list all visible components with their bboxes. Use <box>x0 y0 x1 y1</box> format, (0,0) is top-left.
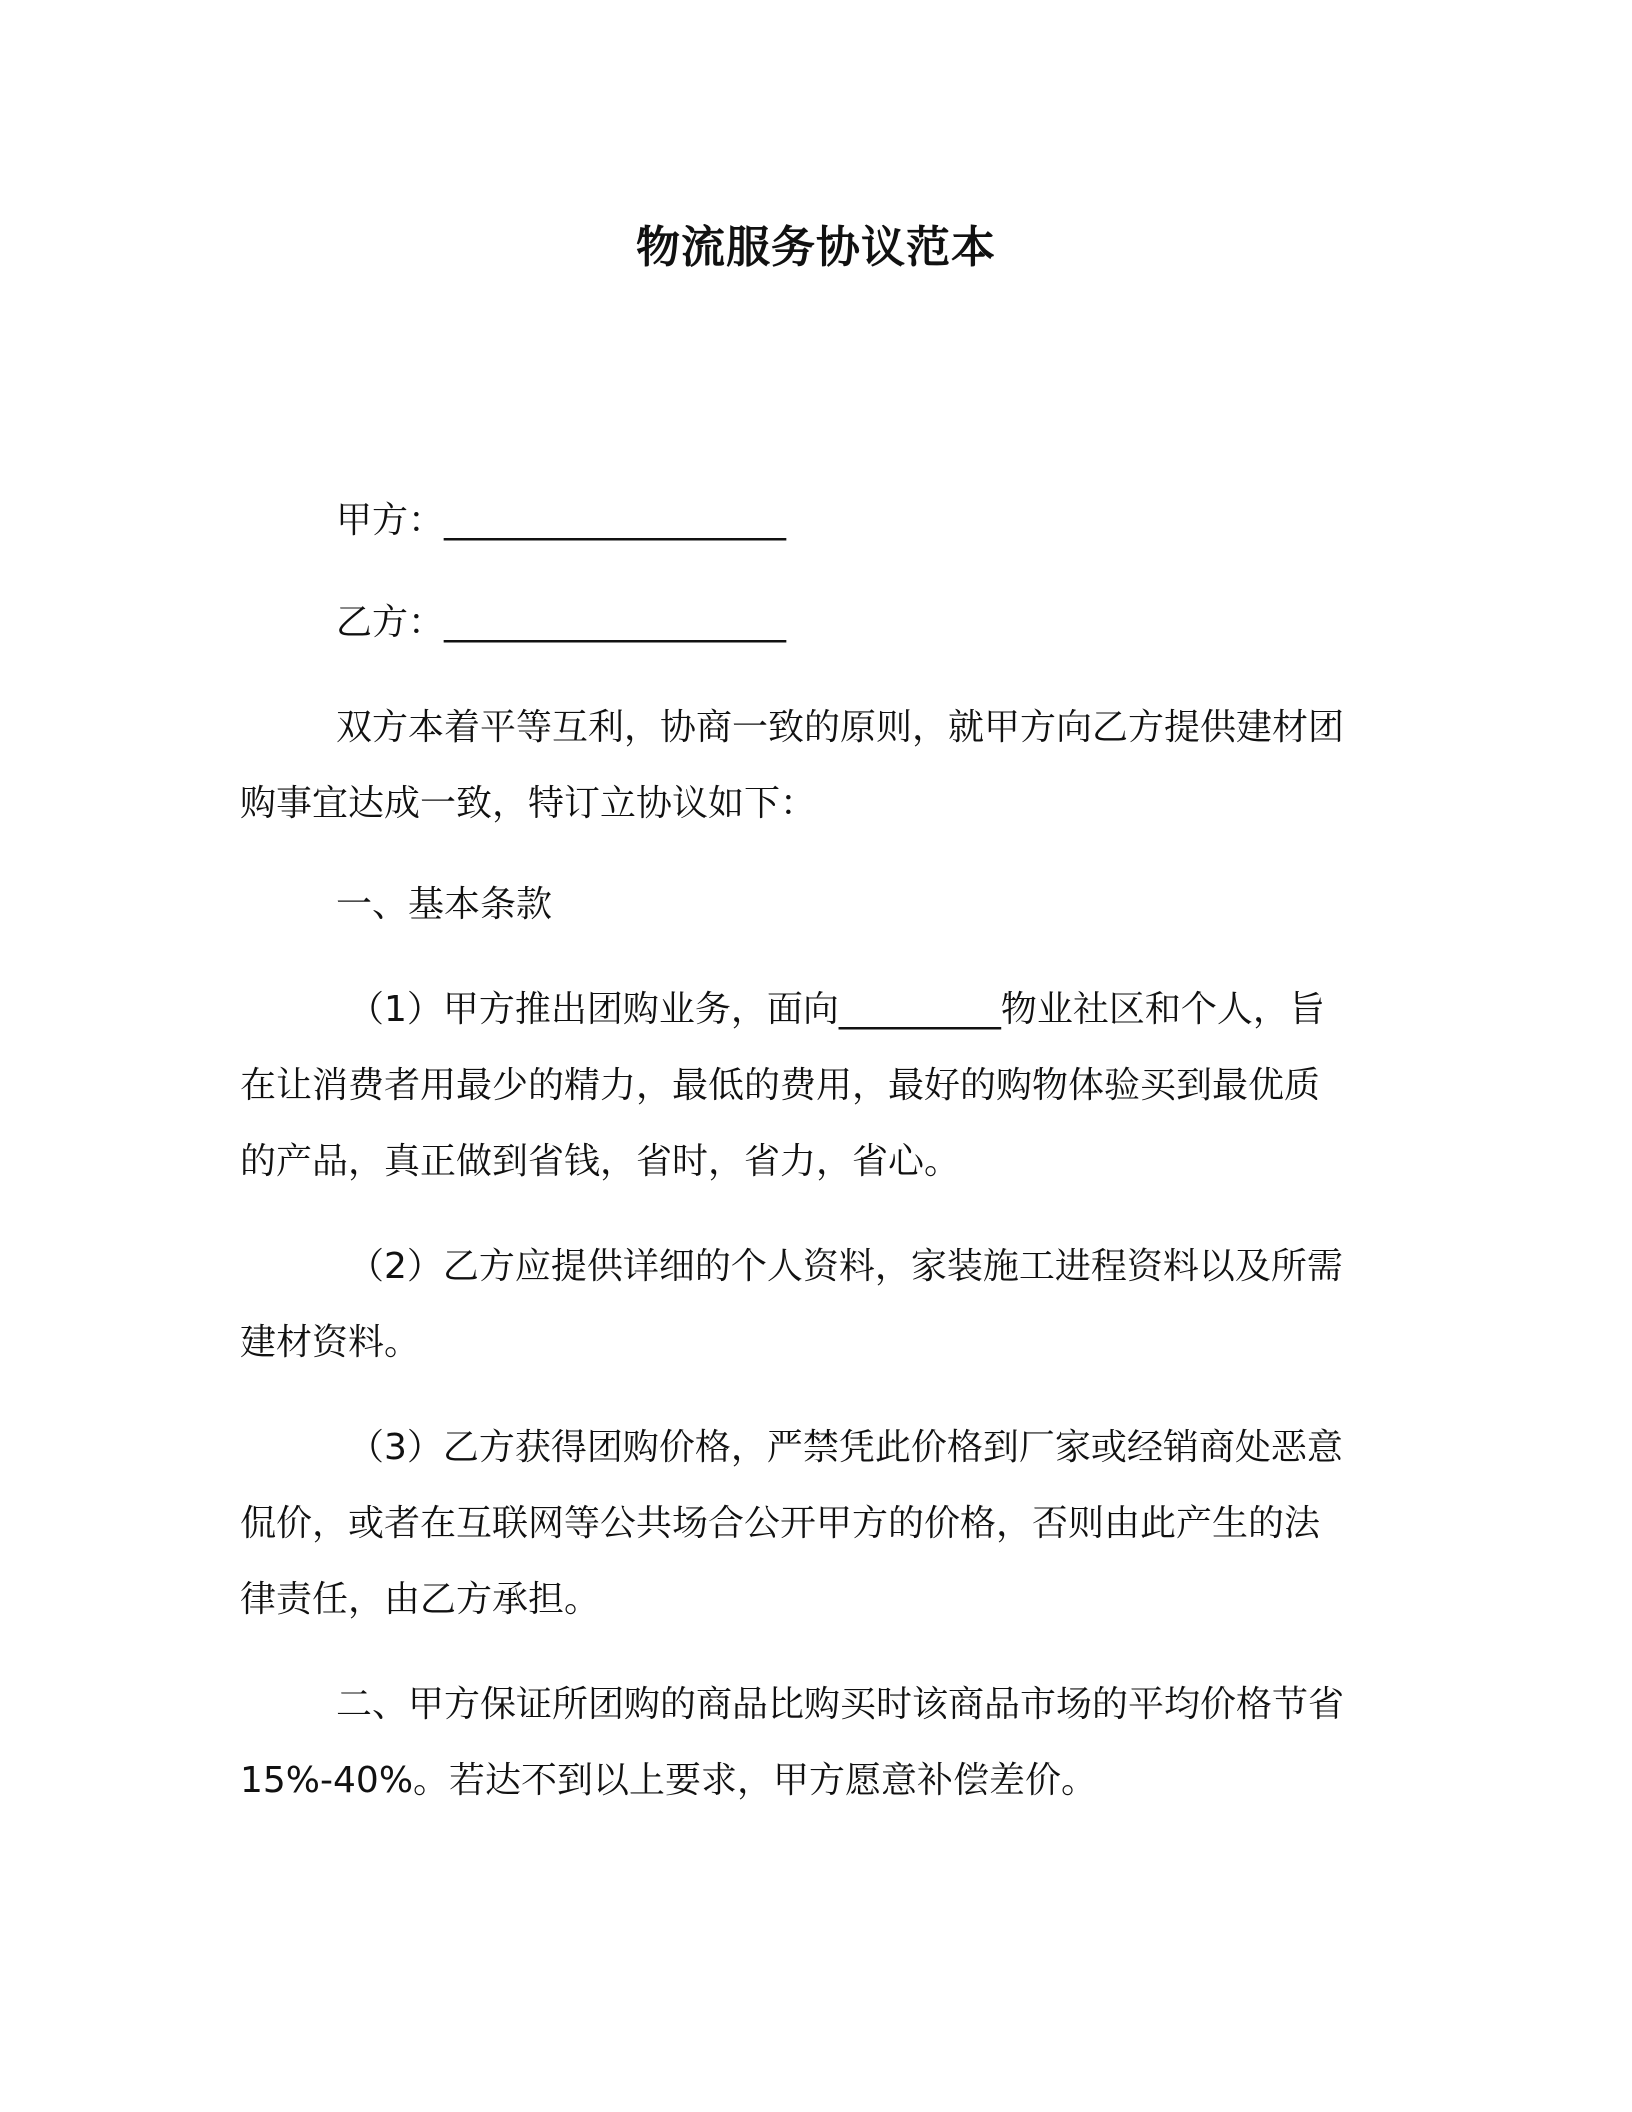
clause1-line-1: （1）甲方推出团购业务，面向_________物业社区和个人，旨 <box>348 989 1325 1030</box>
clause3-line-1: （3）乙方获得团购价格，严禁凭此价格到厂家或经销商处恶意 <box>348 1427 1343 1468</box>
clause3-line-2: 侃价，或者在互联网等公共场合公开甲方的价格，否则由此产生的法 <box>240 1503 1321 1544</box>
intro-line-1: 双方本着平等互利，协商一致的原则，就甲方向乙方提供建材团 <box>336 707 1345 748</box>
document-title: 物流服务协议范本 <box>636 222 996 273</box>
clause3-line-3: 律责任，由乙方承担。 <box>240 1579 601 1620</box>
clause2-line-2: 建材资料。 <box>240 1322 421 1363</box>
party-b-line: 乙方：___________________ <box>336 602 787 643</box>
clause1-line-3: 的产品，真正做到省钱，省时，省力，省心。 <box>240 1141 961 1182</box>
clause2-line-1: （2）乙方应提供详细的个人资料，家装施工进程资料以及所需 <box>348 1246 1343 1287</box>
party-a-line: 甲方：___________________ <box>336 500 787 541</box>
clause1-line-2: 在让消费者用最少的精力，最低的费用，最好的购物体验买到最优质 <box>240 1065 1321 1106</box>
intro-line-2: 购事宜达成一致，特订立协议如下： <box>240 783 817 824</box>
section2-line-2: 15%-40%。若达不到以上要求，甲方愿意补偿差价。 <box>240 1760 1098 1801</box>
section2-line-1: 二、甲方保证所团购的商品比购买时该商品市场的平均价格节省 <box>336 1684 1345 1725</box>
section1-heading: 一、基本条款 <box>336 884 553 925</box>
